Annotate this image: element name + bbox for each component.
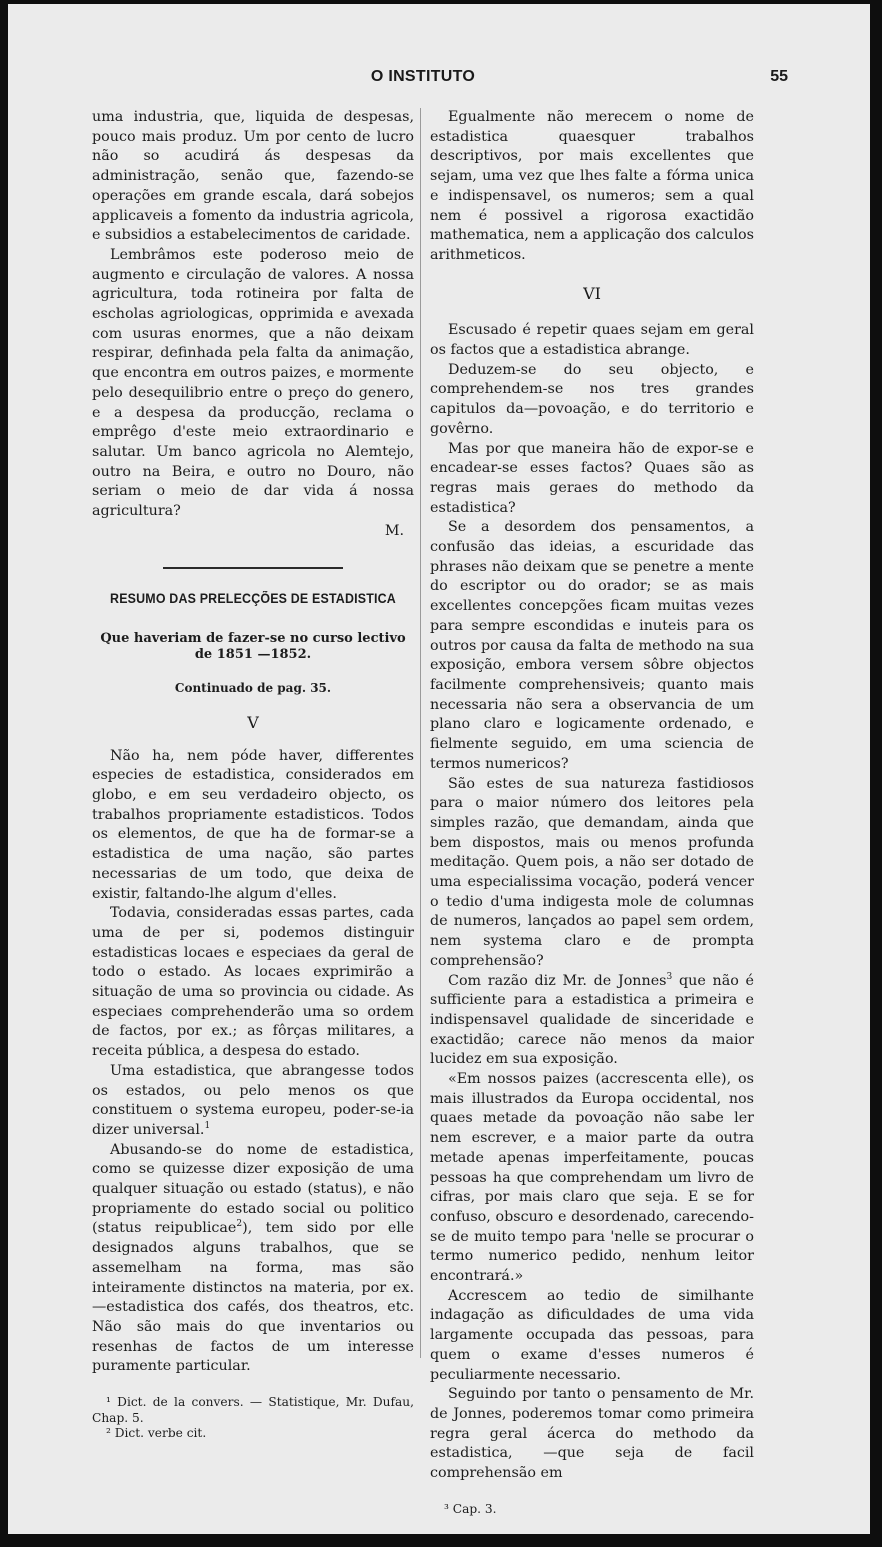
chapter-heading: VI xyxy=(583,283,601,303)
footnote-marker: 3 xyxy=(666,971,673,982)
footnote: ² Dict. verbe cit. xyxy=(106,1426,207,1441)
section-title: RESUMO DAS PRELECÇÕES DE ESTADISTICA xyxy=(110,591,396,607)
paragraph xyxy=(92,1141,414,1377)
footnote-marker: 1 xyxy=(204,1121,211,1132)
paragraph: «Em nossos paizes (accrescenta elle), os mais illustrados da Europa occidental, nos quaes metade da povoação não sabe ler nem escrever, e a maior parte da outra metade apenas imperfeitamente, poucas pessoas ha que comprehendam um livro de cifras, por mais claro que seja. E se for confuso, obscuro e desordenado, carecendo-se de muito tempo para 'nelle se procurar o termo numerico pedido, nenhum leitor encontrará.» xyxy=(430,1071,754,1285)
paragraph: Mas por que maneira hão de expor-se e encadear-se esses factos? Quaes são as regras mais geraes do methodo da estadistica? xyxy=(430,440,754,516)
section-subtitle: Que haveriam de fazer-se no curso lectivo de 1851 —1852. xyxy=(100,631,406,663)
footnote-marker: 2 xyxy=(236,1219,243,1230)
paragraph: Escusado é repetir quaes sejam em geral os factos que a estadistica abrange. xyxy=(430,322,754,359)
paragraph-text: Com razão diz Mr. de Jonnes xyxy=(448,972,667,989)
paragraph: Lembrâmos este poderoso meio de augmento e circulação de valores. A nossa agricultura, toda rotineira por falta de escholas agriologicas, opprimida e avexada com usuras enormes, que a não deixam respirar, definhada pela falta da animação, que encontra em outros paizes, e mormente pelo desequilibrio entre o preço do genero, e a despesa da producção, reclama o emprêgo d'este meio extraordinario e salutar. Um banco agricola no Alemtejo, outro na Beira, e outro no Douro, não seriam o meio de dar vida á nossa agricultura? xyxy=(92,246,414,520)
footnotes xyxy=(92,1395,414,1442)
right-column xyxy=(430,108,754,1517)
paragraph: São estes de sua natureza fastidiosos para o maior número dos leitores pela simples razão, que demandam, ainda que bem dispostos, mais ou menos profunda meditação. Quem pois, a não ser dotado de uma especialissima vocação, poderá vencer o tedio d'uma indigesta mole de columnas de numeros, lançados ao papel sem ordem, nem systema claro e de prompta comprehensão? xyxy=(430,775,754,969)
printed-page xyxy=(8,4,870,1534)
page-number: 55 xyxy=(770,68,788,85)
paragraph: Egualmente não merecem o nome de estadistica quaesquer trabalhos descriptivos, por mais excellentes que sejam, uma vez que lhes falte a fórma unica e indispensavel, os numeros; sem a qual nem é possivel a rigorosa exactidão mathematica, nem a applicação dos calculos arithmeticos. xyxy=(430,109,754,263)
paragraph: Não ha, nem póde haver, differentes especies de estadistica, considerados em globo, e em seu verdadeiro objecto, os trabalhos propriamente estadisticos. Todos os elementos, de que ha de formar-se a estadistica de uma nação, são partes necessarias de um todo, que deixa de existir, faltando-lhe algum d'elles. xyxy=(92,747,414,902)
continued-note: Continuado de pag. 35. xyxy=(174,681,332,696)
footnote: ¹ Dict. de la convers. — Statistique, Mr. Dufau, Chap. 5. xyxy=(92,1395,414,1425)
paragraph xyxy=(430,972,754,1071)
paragraph-text: que não é sufficiente para a estadistica a primeira e indispensavel qualidade de sinceridade e exactidão; carece não menos da maior lucidez em sua exposição. xyxy=(430,972,755,1068)
author-signature: M. xyxy=(384,522,404,539)
paragraph: Deduzem-se do seu objecto, e comprehendem-se nos tres grandes capitulos da—povoação, e do territorio e govêrno. xyxy=(430,361,754,437)
footnotes xyxy=(430,1502,754,1518)
column-divider xyxy=(420,108,421,1358)
footnote: ³ Cap. 3. xyxy=(444,1501,497,1516)
paragraph: Todavia, consideradas essas partes, cada uma de per si, podemos distinguir estadisticas locaes e especiaes da geral de todo o estado. As locaes exprimirão a situação de uma so provincia ou cidade. As especiaes comprehenderão uma so ordem de factos, por ex.; as fôrças militares, a receita pública, a despesa do estado. xyxy=(92,905,414,1060)
paragraph: Accrescem ao tedio de similhante indagação as dificuldades de uma vida largamente occupada das pessoas, para quem o exame d'esses numeros é peculiarmente necessario. xyxy=(430,1287,754,1383)
running-head: O INSTITUTO xyxy=(370,68,476,85)
paragraph-text: ), tem sido por elle designados alguns trabalhos, que se assemelham na forma, mas são inteiramente distinctos na materia, por ex.—estadistica dos cafés, dos theatros, etc. Não são mais do que inventarios ou resenhas de factos de um interesse puramente particular. xyxy=(92,1220,414,1375)
left-column xyxy=(92,108,414,1442)
paragraph: uma industria, que, liquida de despesas, pouco mais produz. Um por cento de lucro não so acudirá ás despesas da administração, senão que, fazendo-se operações em grande escala, dará sobejos applicaveis a fomento da industria agricola, e subsidios a estabelecimentos de caridade. xyxy=(92,109,414,244)
paragraph-text: Abusando-se do nome de estadistica, como se quizesse dizer exposição de uma qualquer situação ou estado (status), e não propriamente do estado social ou politico (status reipublicae xyxy=(92,1141,414,1237)
paragraph: Se a desordem dos pensamentos, a confusão das ideias, a escuridade das phrases não deixam que se penetre a mente do escriptor ou do orador; se as mais excellentes concepções ficam muitas vezes para sempre escondidas e inuteis para os outros por causa da falta de methodo na sua exposição, embora versem sôbre objectos facilmente comprehensiveis; quanto mais necessaria não sera a observancia de um plano claro e logicamente ordenado, e fielmente seguido, em uma sciencia de termos numericos? xyxy=(430,519,754,772)
chapter-heading: V xyxy=(247,712,259,732)
paragraph xyxy=(92,1062,414,1141)
page-header xyxy=(8,68,870,88)
paragraph: Seguindo por tanto o pensamento de Mr. de Jonnes, poderemos tomar como primeira regra geral ácerca do methodo da estadistica, —que seja de facil comprehensão em xyxy=(430,1386,754,1482)
section-rule xyxy=(163,567,343,569)
paragraph-text: Uma estadistica, que abrangesse todos os estados, ou pelo menos os que constituem o systema europeu, poder-se-ia dizer universal. xyxy=(92,1062,414,1138)
